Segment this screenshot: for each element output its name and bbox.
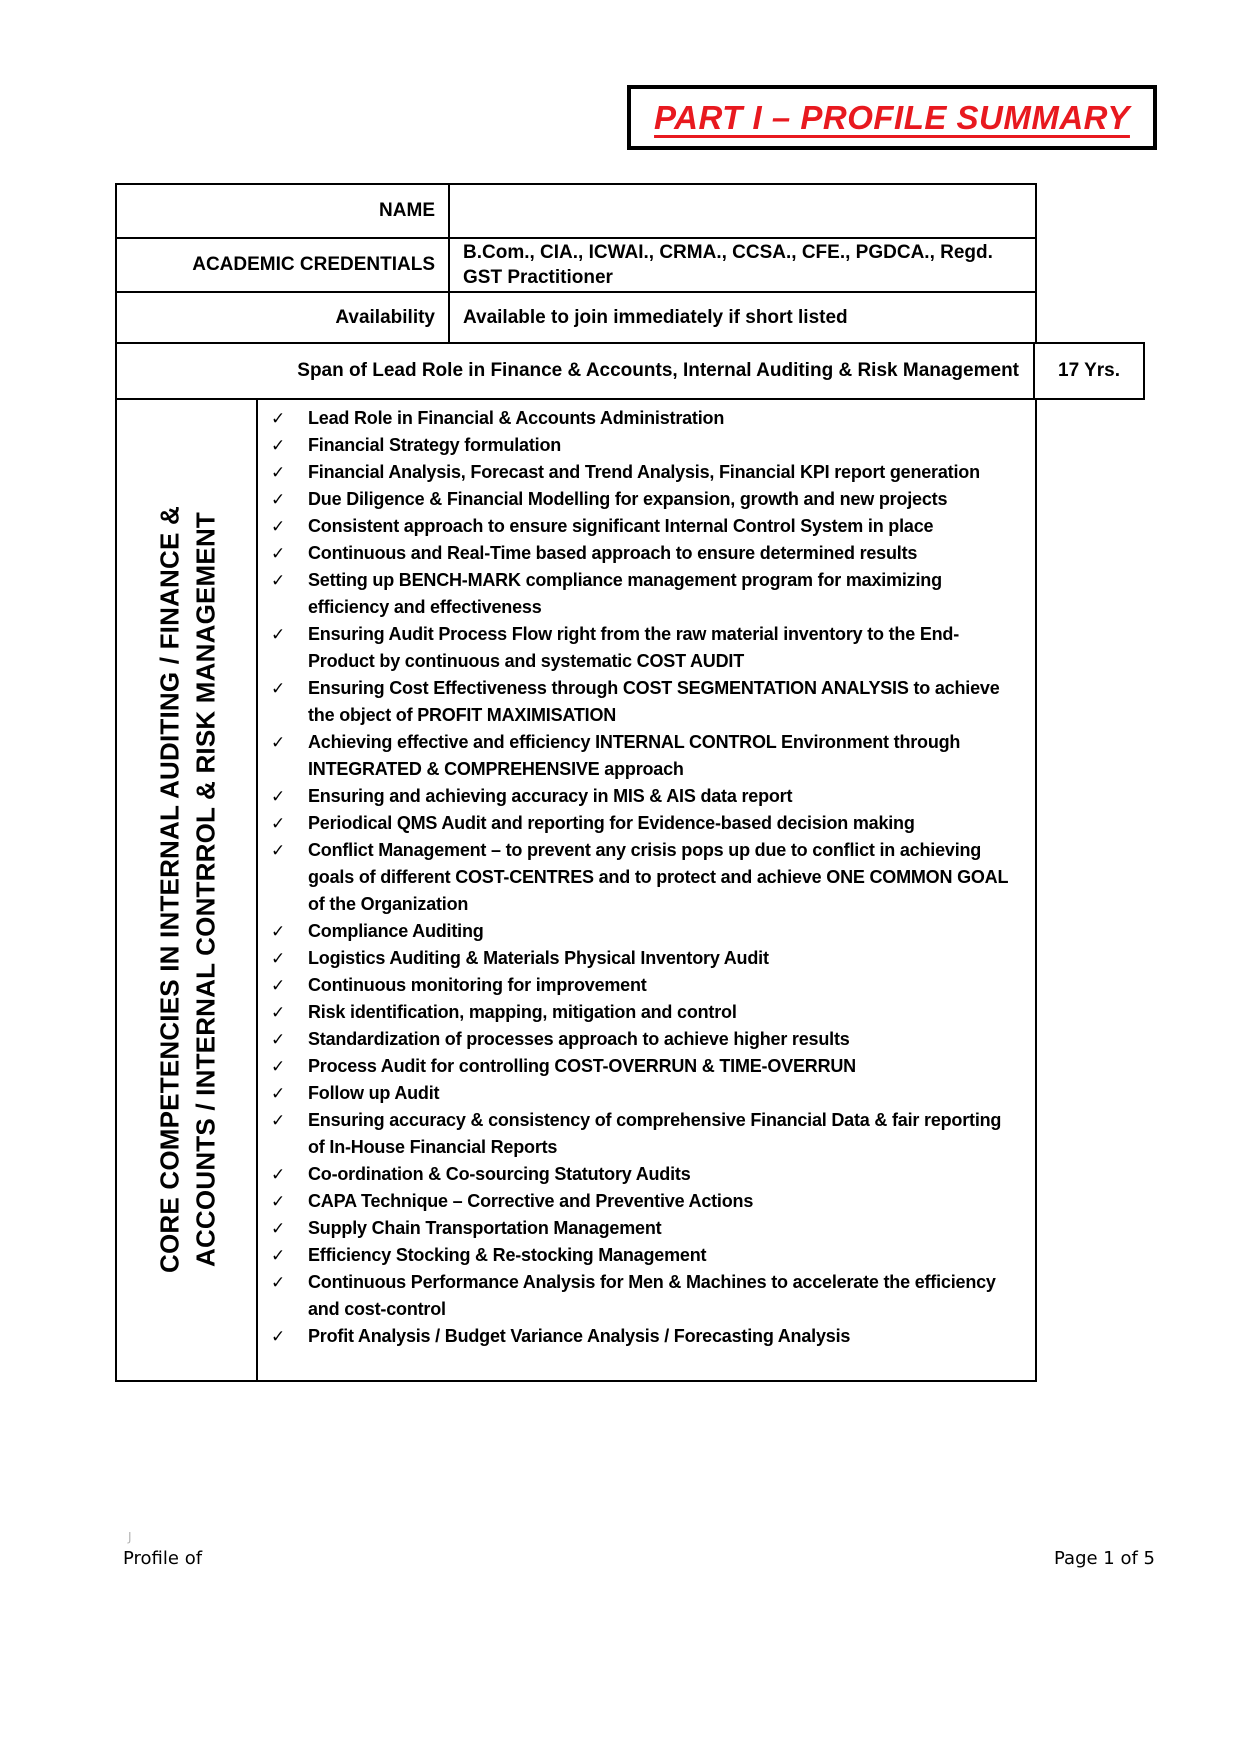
competency-item — [271, 999, 1022, 1026]
competency-text: Ensuring accuracy & consistency of comprehensive Financial Data & fair reporting of In-House Financial Reports — [308, 1110, 1002, 1157]
footer-mark: J — [128, 1530, 132, 1544]
competency-item — [271, 810, 1022, 837]
checkmark-icon: ✓ — [271, 679, 286, 698]
competency-text: Conflict Management – to prevent any crisis pops up due to conflict in achieving goals of different COST-CENTRES and to protect and achieve ONE COMMON GOAL of the Organization — [308, 840, 1008, 914]
competency-item — [271, 459, 1022, 486]
competency-text: Periodical QMS Audit and reporting for Evidence-based decision making — [308, 813, 915, 833]
checkmark-icon: ✓ — [271, 517, 286, 536]
table-row-credentials — [117, 239, 1035, 293]
competency-text: Co-ordination & Co-sourcing Statutory Audits — [308, 1164, 691, 1184]
checkmark-icon: ✓ — [271, 625, 286, 644]
checkmark-icon: ✓ — [271, 922, 286, 941]
competency-item — [271, 432, 1022, 459]
name-value — [450, 185, 1035, 237]
checkmark-icon: ✓ — [271, 1273, 286, 1292]
checkmark-icon: ✓ — [271, 1084, 286, 1103]
page-title: PART I – PROFILE SUMMARY — [654, 98, 1130, 136]
competency-text: Ensuring Cost Effectiveness through COST SEGMENTATION ANALYSIS to achieve the object of PROFIT MAXIMISATION — [308, 678, 1000, 725]
competency-item — [271, 1026, 1022, 1053]
checkmark-icon: ✓ — [271, 544, 286, 563]
title-box — [627, 85, 1157, 150]
competency-item — [271, 837, 1022, 918]
core-competencies-heading-line2: ACCOUNTS / INTERNAL CONTRROL & RISK MANAGEMENT — [190, 512, 220, 1268]
core-competencies-header-cell — [117, 400, 258, 1380]
checkmark-icon: ✓ — [271, 409, 286, 428]
competency-item — [271, 918, 1022, 945]
checkmark-icon: ✓ — [271, 1003, 286, 1022]
competency-text: Achieving effective and efficiency INTERNAL CONTROL Environment through INTEGRATED & COMPREHENSIVE approach — [308, 732, 961, 779]
checkmark-icon: ✓ — [271, 1246, 286, 1265]
checkmark-icon: ✓ — [271, 1192, 286, 1211]
checkmark-icon: ✓ — [271, 1219, 286, 1238]
availability-value: Available to join immediately if short listed — [463, 307, 848, 328]
competency-text: Ensuring and achieving accuracy in MIS & AIS data report — [308, 786, 793, 806]
credentials-label: ACADEMIC CREDENTIALS — [117, 239, 450, 291]
competency-text: Lead Role in Financial & Accounts Administration — [308, 408, 725, 428]
competency-text: Efficiency Stocking & Re-stocking Management — [308, 1245, 707, 1265]
competency-item — [271, 972, 1022, 999]
competency-text: Continuous and Real-Time based approach to ensure determined results — [308, 543, 918, 563]
competency-text: Logistics Auditing & Materials Physical Inventory Audit — [308, 948, 769, 968]
availability-label: Availability — [117, 293, 450, 342]
competency-item — [271, 945, 1022, 972]
competency-text: Financial Analysis, Forecast and Trend Analysis, Financial KPI report generation — [308, 462, 980, 482]
competency-item — [271, 1215, 1022, 1242]
competency-item — [271, 1080, 1022, 1107]
checkmark-icon: ✓ — [271, 976, 286, 995]
competency-text: Due Diligence & Financial Modelling for expansion, growth and new projects — [308, 489, 948, 509]
checkmark-icon: ✓ — [271, 1057, 286, 1076]
competency-text: Risk identification, mapping, mitigation and control — [308, 1002, 737, 1022]
competency-text: Compliance Auditing — [308, 921, 484, 941]
competency-item — [271, 405, 1022, 432]
credentials-value: B.Com., CIA., ICWAI., CRMA., CCSA., CFE., PGDCA., Regd. GST Practitioner — [463, 242, 993, 288]
core-competencies-table — [115, 398, 1037, 1382]
checkmark-icon: ✓ — [271, 1327, 286, 1346]
footer-profile-of: Profile of — [123, 1548, 203, 1569]
checkmark-icon: ✓ — [271, 1030, 286, 1049]
competency-text: Continuous monitoring for improvement — [308, 975, 647, 995]
checkmark-icon: ✓ — [271, 787, 286, 806]
info-table — [115, 183, 1037, 344]
competency-item — [271, 1161, 1022, 1188]
checkmark-icon: ✓ — [271, 814, 286, 833]
span-of-lead-role-row — [115, 342, 1145, 400]
footer-page-number: Page 1 of 5 — [1054, 1548, 1155, 1569]
competency-text: Continuous Performance Analysis for Men & Machines to accelerate the efficiency and cost-control — [308, 1272, 996, 1319]
table-row-name — [117, 185, 1035, 239]
competency-item — [271, 1188, 1022, 1215]
competency-text: Follow up Audit — [308, 1083, 440, 1103]
competency-item — [271, 540, 1022, 567]
competency-text: Supply Chain Transportation Management — [308, 1218, 662, 1238]
span-of-lead-role-label: Span of Lead Role in Finance & Accounts, Internal Auditing & Risk Management — [117, 344, 1035, 398]
checkmark-icon: ✓ — [271, 1111, 286, 1130]
competency-text: CAPA Technique – Corrective and Preventive Actions — [308, 1191, 754, 1211]
competency-item — [271, 567, 1022, 621]
table-row-availability — [117, 293, 1035, 342]
checkmark-icon: ✓ — [271, 436, 286, 455]
competency-text: Financial Strategy formulation — [308, 435, 562, 455]
competency-item — [271, 1269, 1022, 1323]
competency-item — [271, 729, 1022, 783]
competency-text: Process Audit for controlling COST-OVERRUN & TIME-OVERRUN — [308, 1056, 856, 1076]
core-competencies-heading-line1: CORE COMPETENCIES IN INTERNAL AUDITING / FINANCE & — [154, 506, 184, 1273]
name-label: NAME — [117, 185, 450, 237]
checkmark-icon: ✓ — [271, 490, 286, 509]
competency-item — [271, 783, 1022, 810]
checkmark-icon: ✓ — [271, 1165, 286, 1184]
competency-list — [258, 400, 1035, 1380]
years-value: 17 Yrs. — [1058, 360, 1120, 381]
competency-item — [271, 1053, 1022, 1080]
competency-item — [271, 1242, 1022, 1269]
competency-item — [271, 1323, 1022, 1350]
competency-text: Profit Analysis / Budget Variance Analysis / Forecasting Analysis — [308, 1326, 851, 1346]
competency-item — [271, 513, 1022, 540]
competency-item — [271, 1107, 1022, 1161]
competency-item — [271, 675, 1022, 729]
competency-item — [271, 621, 1022, 675]
checkmark-icon: ✓ — [271, 463, 286, 482]
competency-text: Setting up BENCH-MARK compliance management program for maximizing efficiency and effectiveness — [308, 570, 942, 617]
competency-text: Standardization of processes approach to achieve higher results — [308, 1029, 850, 1049]
checkmark-icon: ✓ — [271, 733, 286, 752]
competency-text: Consistent approach to ensure significant Internal Control System in place — [308, 516, 934, 536]
competency-item — [271, 486, 1022, 513]
competency-text: Ensuring Audit Process Flow right from the raw material inventory to the End-Product by continuous and systematic COST AUDIT — [308, 624, 960, 671]
checkmark-icon: ✓ — [271, 949, 286, 968]
checkmark-icon: ✓ — [271, 571, 286, 590]
checkmark-icon: ✓ — [271, 841, 286, 860]
core-competencies-heading — [118, 401, 257, 1379]
